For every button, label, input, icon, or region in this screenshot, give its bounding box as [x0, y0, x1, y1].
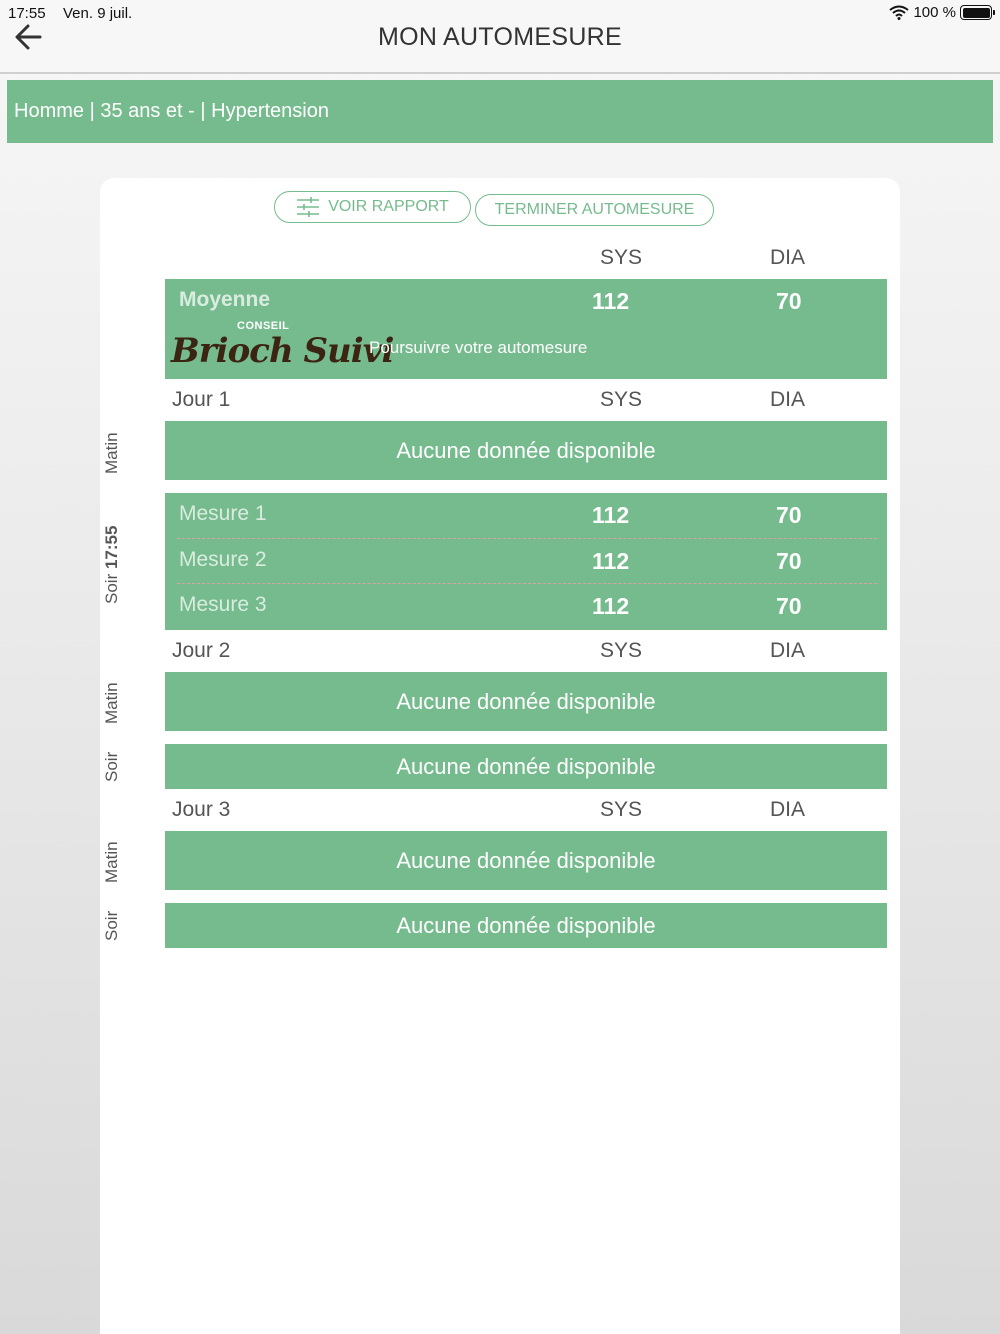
measure-row [165, 539, 887, 584]
report-button[interactable] [274, 191, 471, 223]
measure-dia: 70 [776, 593, 802, 619]
measure-sys: 112 [592, 502, 630, 528]
day-1-dia-header: DIA [770, 388, 806, 411]
status-date: Ven. 9 juil. [63, 5, 133, 22]
day-2-evening-empty: Aucune donnée disponible [165, 744, 887, 789]
measure-sys: 112 [592, 548, 630, 574]
average-label: Moyenne [179, 288, 271, 311]
battery-icon [960, 5, 992, 20]
day-2-evening-label: Soir [102, 751, 121, 782]
day-1-morning-empty: Aucune donnée disponible [165, 421, 887, 480]
measure-dia: 70 [776, 548, 802, 574]
measure-label: Mesure 2 [179, 548, 267, 571]
day-1-evening-measures [165, 493, 887, 630]
day-2-morning-empty: Aucune donnée disponible [165, 672, 887, 731]
day-1-label: Jour 1 [172, 388, 231, 411]
day-3-morning-label: Matin [102, 841, 121, 883]
day-2-label: Jour 2 [172, 639, 231, 662]
end-self-measure-button[interactable] [475, 194, 714, 226]
day-3-evening-label: Soir [102, 910, 121, 941]
page-title: MON AUTOMESURE [377, 23, 623, 51]
average-dia: 70 [776, 288, 802, 314]
brand-logo: Brioch Suivi [171, 331, 394, 371]
day-2-dia-header: DIA [770, 639, 806, 662]
sliders-icon [296, 196, 320, 218]
day-2-sys-header: SYS [600, 639, 643, 662]
day-3-label: Jour 3 [172, 798, 231, 821]
profile-banner: Homme | 35 ans et - | Hypertension [7, 80, 993, 143]
status-time: 17:55 [8, 5, 46, 22]
measure-dia: 70 [776, 502, 802, 528]
day-3-dia-header: DIA [770, 798, 806, 821]
measure-row [165, 493, 887, 538]
average-sys: 112 [592, 288, 630, 314]
day-1-evening-name: Soir [102, 573, 121, 604]
measure-row [165, 584, 887, 629]
day-1-sys-header: SYS [600, 388, 643, 411]
measure-label: Mesure 1 [179, 502, 267, 525]
wifi-icon [889, 5, 909, 20]
advice-label: CONSEIL [237, 320, 290, 332]
advice-text: Poursuivre votre automesure [369, 338, 588, 357]
average-panel [165, 279, 887, 379]
day-1-morning-label: Matin [102, 432, 121, 474]
status-right [889, 4, 992, 21]
measure-label: Mesure 3 [179, 593, 267, 616]
day-1-evening-label [102, 526, 122, 604]
day-3-evening-empty: Aucune donnée disponible [165, 903, 887, 948]
report-button-label: VOIR RAPPORT [328, 198, 449, 215]
day-3-sys-header: SYS [600, 798, 643, 821]
status-bar [0, 0, 1000, 26]
day-2-morning-label: Matin [102, 682, 121, 724]
measure-sys: 112 [592, 593, 630, 619]
dia-header: DIA [770, 246, 806, 269]
day-3-morning-empty: Aucune donnée disponible [165, 831, 887, 890]
end-button-label: TERMINER AUTOMESURE [494, 201, 695, 218]
day-1-evening-time: 17:55 [102, 525, 121, 570]
battery-percent: 100 % [913, 4, 956, 21]
sys-header: SYS [600, 246, 643, 269]
